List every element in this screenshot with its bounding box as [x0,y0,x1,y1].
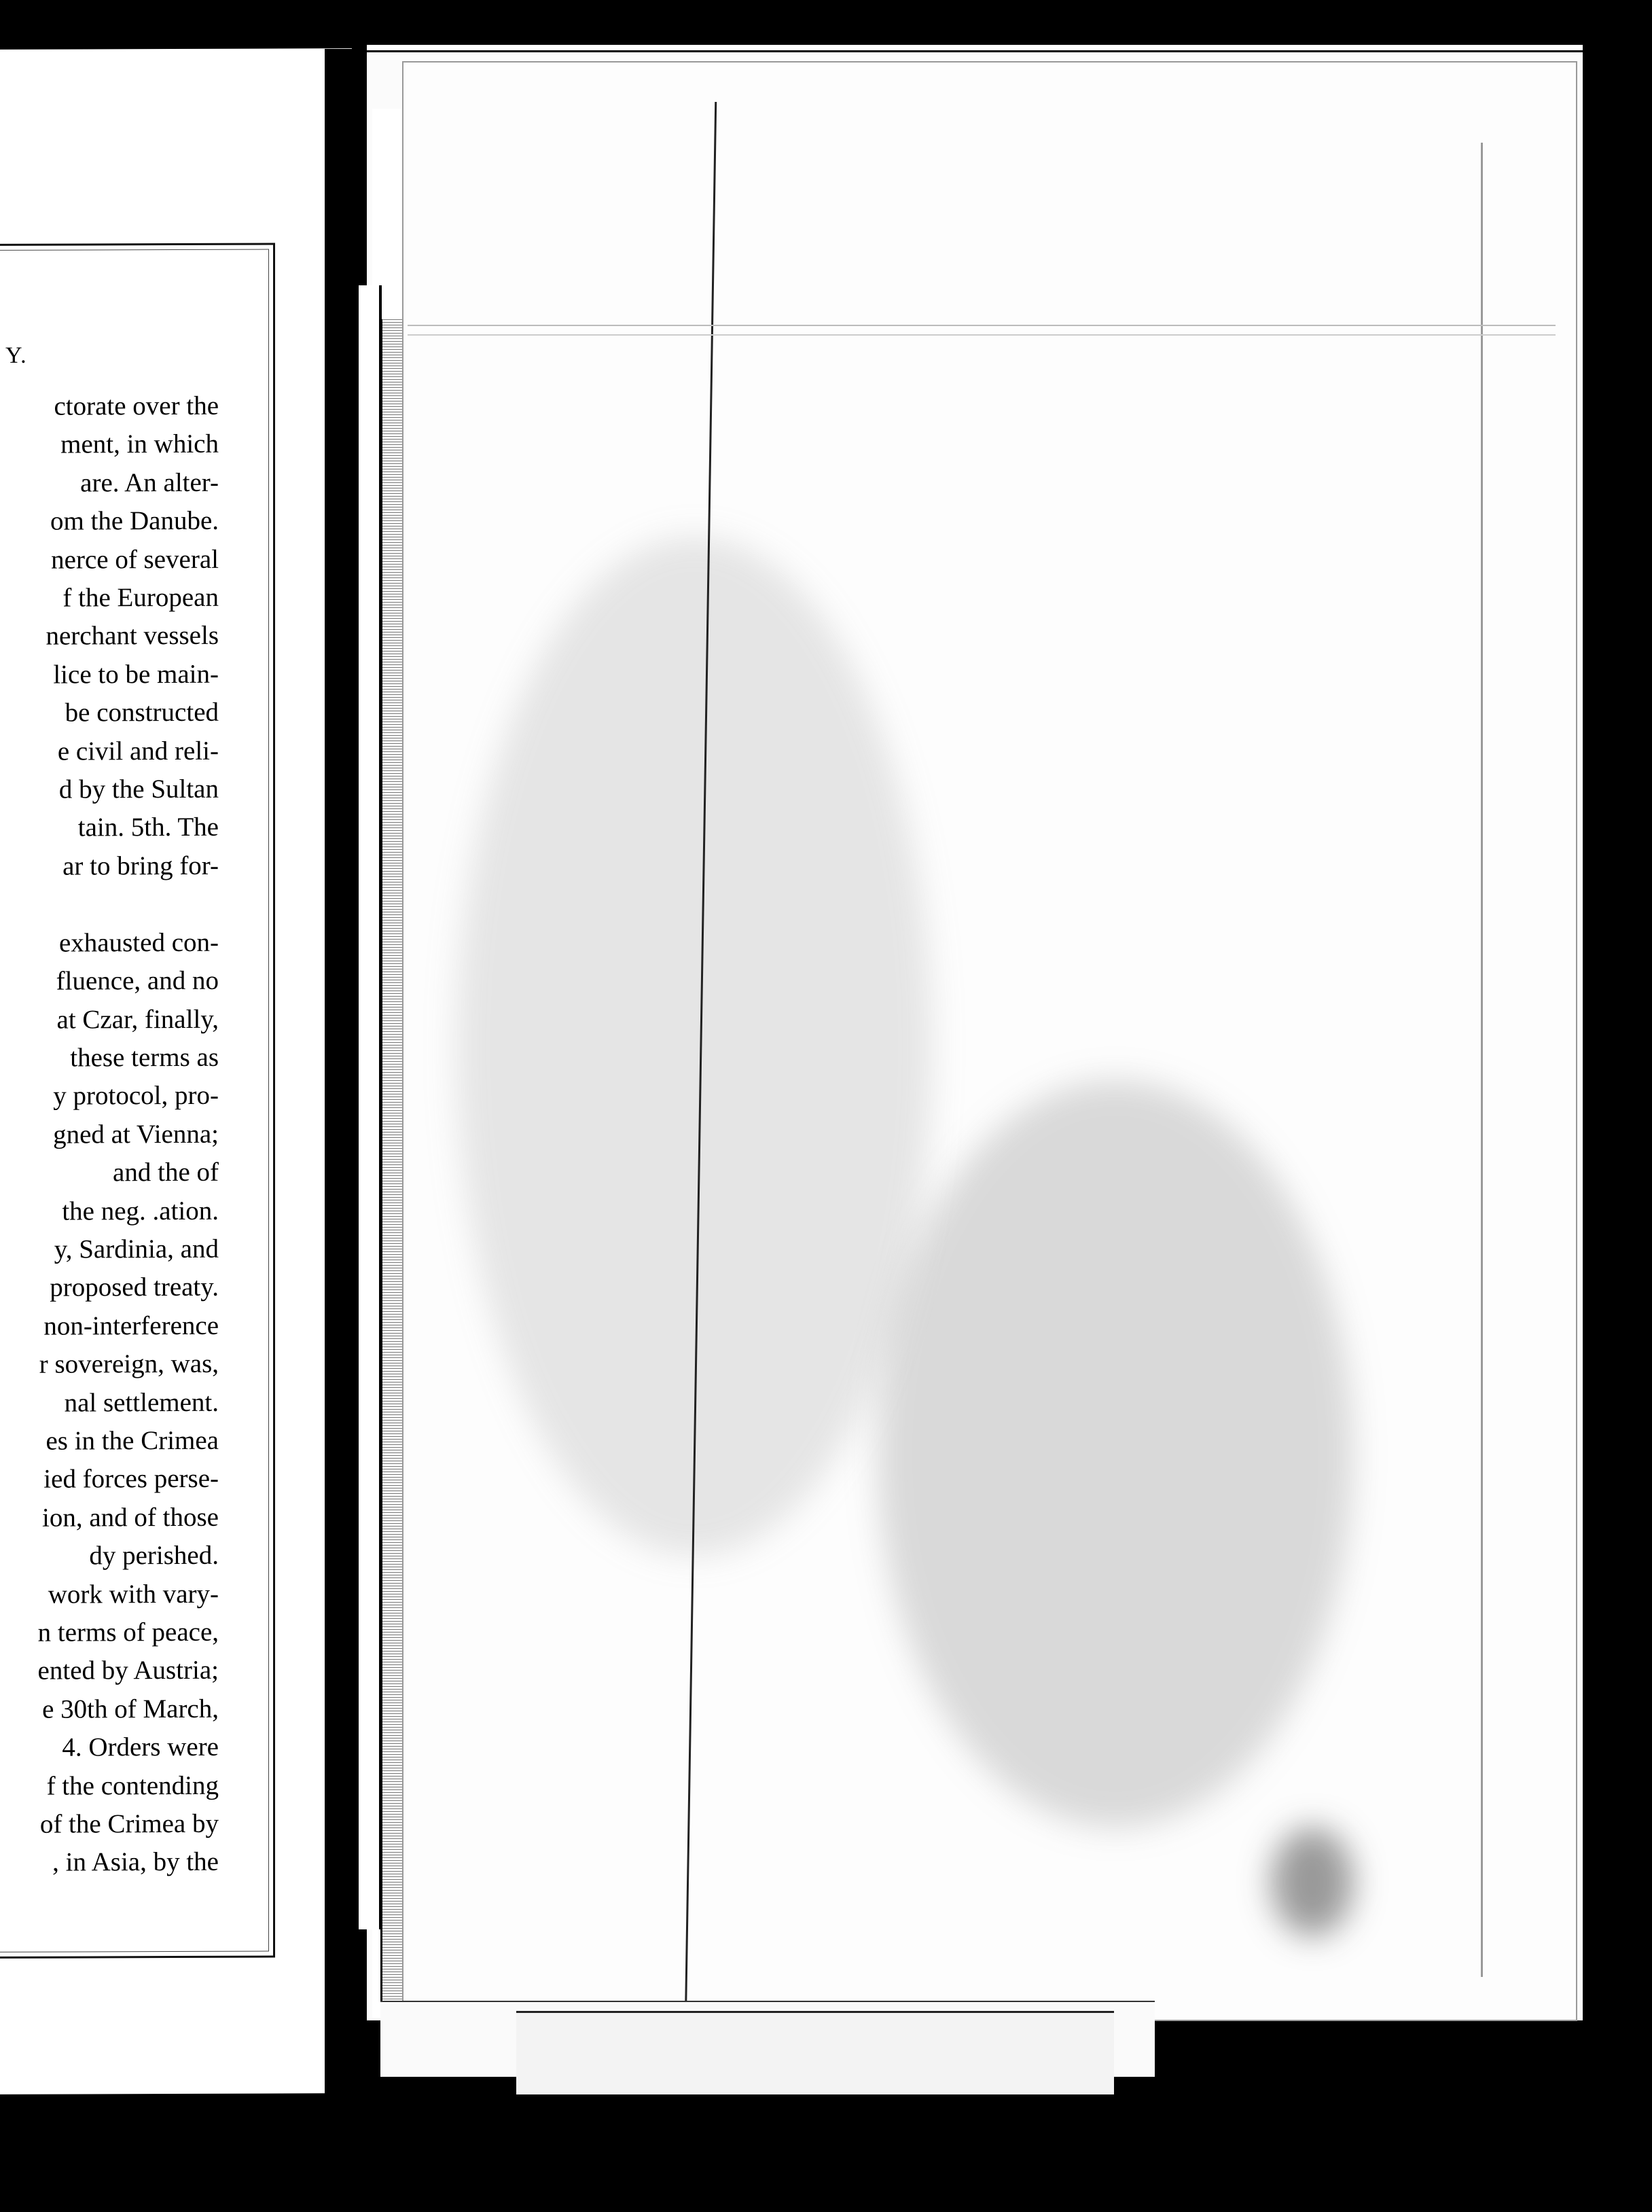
text-line: non-interference [43,1310,219,1341]
text-line: d by the Sultan [58,774,219,804]
text-line: e 30th of March, [42,1694,219,1724]
text-line: ented by Austria; [37,1656,219,1686]
text-line: om the Danube. [50,505,219,536]
text-line: at Czar, finally, [56,1004,219,1035]
text-line: es in the Crimea [46,1425,219,1456]
text-line: ar to bring for- [62,851,219,881]
fold-binding-strip [356,285,382,1929]
text-line: are. An alter- [80,467,219,498]
text-line: f the contending [46,1770,219,1801]
text-line: ment, in which [60,429,219,459]
left-page [0,48,352,2094]
text-line [0,885,219,925]
text-line: gned at Vienna; [53,1119,219,1149]
text-line: exhausted con- [59,927,219,958]
text-line: y protocol, pro- [53,1081,219,1111]
sheet-bottom-edge [516,2011,1114,2094]
text-line: and the of [113,1157,219,1188]
text-line: ctorate over the [54,391,219,421]
text-line: ied forces perse- [43,1464,219,1495]
text-line: the neg. .ation. [62,1196,219,1226]
running-head: Y. [5,342,28,368]
text-line: dy perished. [89,1540,219,1571]
dark-stain [1272,1827,1353,1936]
body-text-column [0,387,219,1883]
text-line: r sovereign, was, [39,1349,219,1379]
text-line: e civil and reli- [57,736,219,766]
text-line: tain. 5th. The [77,813,219,842]
text-line: of the Crimea by [39,1808,219,1839]
text-line: nal settlement. [64,1387,219,1418]
text-line: be constructed [65,698,219,728]
text-line: y, Sardinia, and [54,1234,219,1264]
text-line: these terms as [70,1042,219,1073]
text-line: fluence, and no [56,965,219,996]
vertical-crease [1481,143,1483,1977]
horizontal-crease [408,325,1556,326]
ink-bleed [878,1080,1353,1827]
horizontal-crease [408,334,1556,336]
text-line: work with vary- [48,1579,219,1609]
text-line: nerchant vessels [46,621,219,652]
text-line: f the European [62,582,219,613]
text-line: n terms of peace, [37,1617,219,1647]
text-line: 4. Orders were [62,1732,219,1762]
text-line: , in Asia, by the [52,1847,219,1878]
text-line: nerce of several [51,544,219,575]
text-line: lice to be main- [53,659,219,690]
folded-map-sheet [402,61,1577,2021]
sheet-top-edge [367,45,1583,52]
text-line: proposed treaty. [50,1272,219,1302]
text-line: ion, and of those [42,1502,219,1533]
